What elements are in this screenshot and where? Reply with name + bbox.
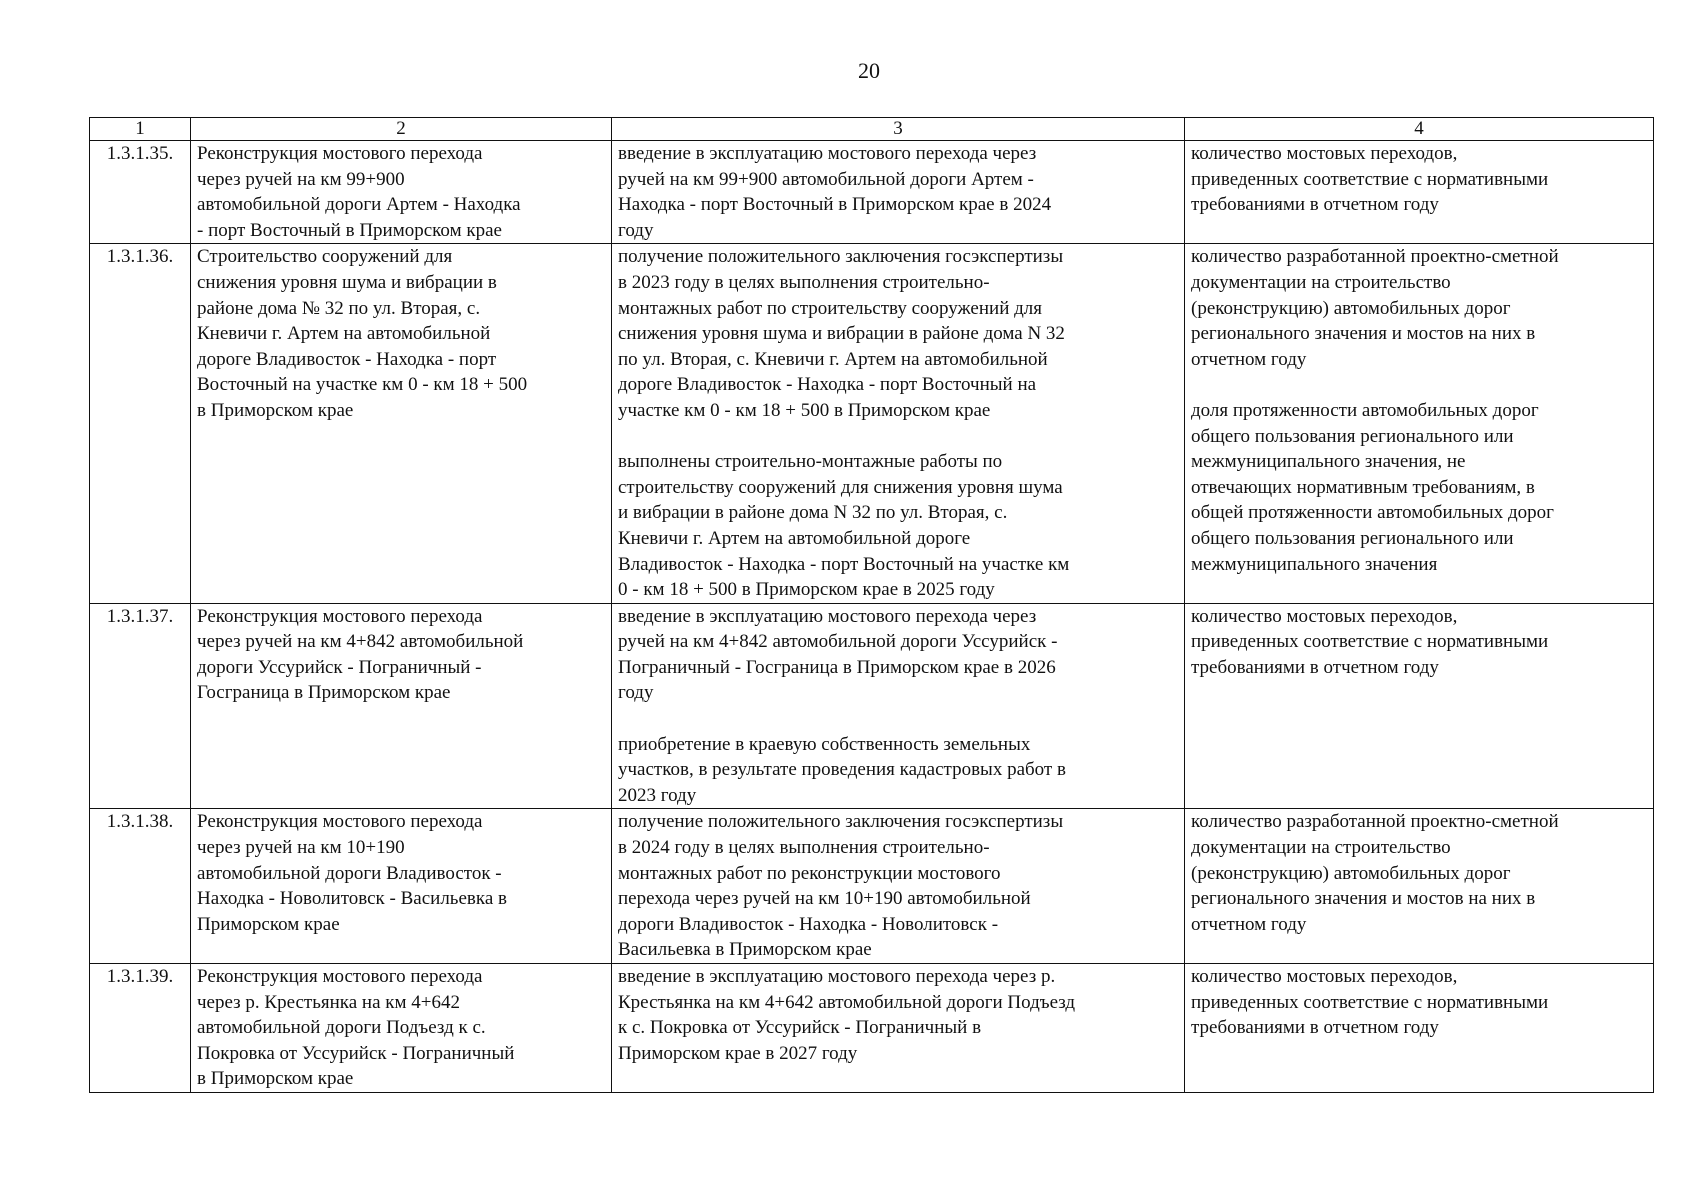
table-row: [90, 244, 1654, 603]
indicator: [1185, 809, 1654, 964]
header-col-2: 2: [191, 118, 612, 141]
indicator: [1185, 141, 1654, 244]
indicator: [1185, 603, 1654, 809]
indicator-text: количество мостовых переходов, приведенных соответствие с нормативными требованиями в отчетном году: [1191, 966, 1549, 1039]
measure-name: [191, 809, 612, 964]
measure-name: [191, 244, 612, 603]
indicator-text: количество разработанной проектно-сметной документации на строительство (реконструкцию) автомобильных дорог регионального значения и мостов на них в отчетном году: [1191, 246, 1559, 370]
measure-name: [191, 964, 612, 1093]
row-number: 1.3.1.37.: [90, 603, 191, 809]
paragraph-gap: [618, 424, 1178, 450]
indicator: [1185, 964, 1654, 1093]
measure-name-text: Реконструкция мостового перехода через ручей на км 99+900 автомобильной дороги Артем - Находка - порт Восточный в Приморском крае: [197, 143, 521, 241]
expected-result: [612, 964, 1185, 1093]
measure-name: [191, 141, 612, 244]
table-row: [90, 603, 1654, 809]
result-text: введение в эксплуатацию мостового перехода через р. Крестьянка на км 4+642 автомобильной дороги Подъезд к с. Покровка от Уссурийск - Пограничный в Приморском крае в 2027 году: [618, 966, 1076, 1064]
paragraph-gap: [618, 706, 1178, 732]
result-text: введение в эксплуатацию мостового перехода через ручей на км 4+842 автомобильной дороги Уссурийск - Пограничный - Госграница в Приморском крае в 2026 году: [618, 605, 1058, 704]
row-number: 1.3.1.38.: [90, 809, 191, 964]
measure-name-text: Строительство сооружений для снижения уровня шума и вибрации в районе дома № 32 по ул. Вторая, с. Кневичи г. Артем на автомобильной дороге Владивосток - Находка - порт Восточный на участке км 0 - км 18 + 500 в Приморском крае: [197, 246, 528, 421]
measures-table: [89, 117, 1654, 1093]
indicator-text: доля протяженности автомобильных дорог общего пользования регионального или межмуниципального значения, не отвечающих нормативным требованиям, в общей протяженности автомобильных дорог общего пользования регионального или межмуниципального значения: [1191, 399, 1554, 575]
indicator: [1185, 244, 1654, 603]
result-text: получение положительного заключения госэкспертизы в 2024 году в целях выполнения строительно- монтажных работ по реконструкции мостового перехода через ручей на км 10+190 автомобильной дороги Владивосток - Находка - Новолитовск - Васильевка в Приморском крае: [618, 811, 1064, 961]
result-text: приобретение в краевую собственность земельных участков, в результате проведения кадастровых работ в 2023 году: [618, 733, 1066, 806]
indicator-text: количество мостовых переходов, приведенных соответствие с нормативными требованиями в отчетном году: [1191, 143, 1549, 216]
result-text: введение в эксплуатацию мостового перехода через ручей на км 99+900 автомобильной дороги Артем - Находка - порт Восточный в Приморском крае в 2024 году: [618, 143, 1052, 241]
result-text: получение положительного заключения госэкспертизы в 2023 году в целях выполнения строительно- монтажных работ по строительству сооружений для снижения уровня шума и вибрации в районе дома N 32 по ул. Вторая, с. Кневичи г. Артем на автомобильной дороге Владивосток - Находка - порт Восточный на участке км 0 - км 18 + 500 в Приморском крае: [618, 246, 1065, 421]
result-text: выполнены строительно-монтажные работы по строительству сооружений для снижения уровня шума и вибрации в районе дома N 32 по ул. Вторая, с. Кневичи г. Артем на автомобильной дороге Владивосток - Находка - порт Восточный на участке км 0 - км 18 + 500 в Приморском крае в 2025 году: [618, 451, 1070, 601]
expected-result: [612, 141, 1185, 244]
measure-name-text: Реконструкция мостового перехода через ручей на км 4+842 автомобильной дороги Уссурийск - Пограничный - Госграница в Приморском крае: [197, 605, 524, 704]
expected-result: [612, 603, 1185, 809]
measure-name-text: Реконструкция мостового перехода через р. Крестьянка на км 4+642 автомобильной дороги Подъезд к с. Покровка от Уссурийск - Пограничный в Приморском крае: [197, 966, 515, 1090]
table-row: [90, 964, 1654, 1093]
paragraph-gap: [1191, 372, 1647, 398]
row-number: 1.3.1.39.: [90, 964, 191, 1093]
header-col-1: 1: [90, 118, 191, 141]
indicator-text: количество разработанной проектно-сметной документации на строительство (реконструкцию) автомобильных дорог регионального значения и мостов на них в отчетном году: [1191, 811, 1559, 935]
measure-name-text: Реконструкция мостового перехода через ручей на км 10+190 автомобильной дороги Владивосток - Находка - Новолитовск - Васильевка в Приморском крае: [197, 811, 507, 935]
row-number: 1.3.1.36.: [90, 244, 191, 603]
header-col-4: 4: [1185, 118, 1654, 141]
header-col-3: 3: [612, 118, 1185, 141]
expected-result: [612, 809, 1185, 964]
indicator-text: количество мостовых переходов, приведенных соответствие с нормативными требованиями в отчетном году: [1191, 605, 1549, 678]
measure-name: [191, 603, 612, 809]
table-header-row: [90, 118, 1654, 141]
table-row: [90, 141, 1654, 244]
expected-result: [612, 244, 1185, 603]
page-number: 20: [858, 58, 880, 83]
row-number: 1.3.1.35.: [90, 141, 191, 244]
table-row: [90, 809, 1654, 964]
